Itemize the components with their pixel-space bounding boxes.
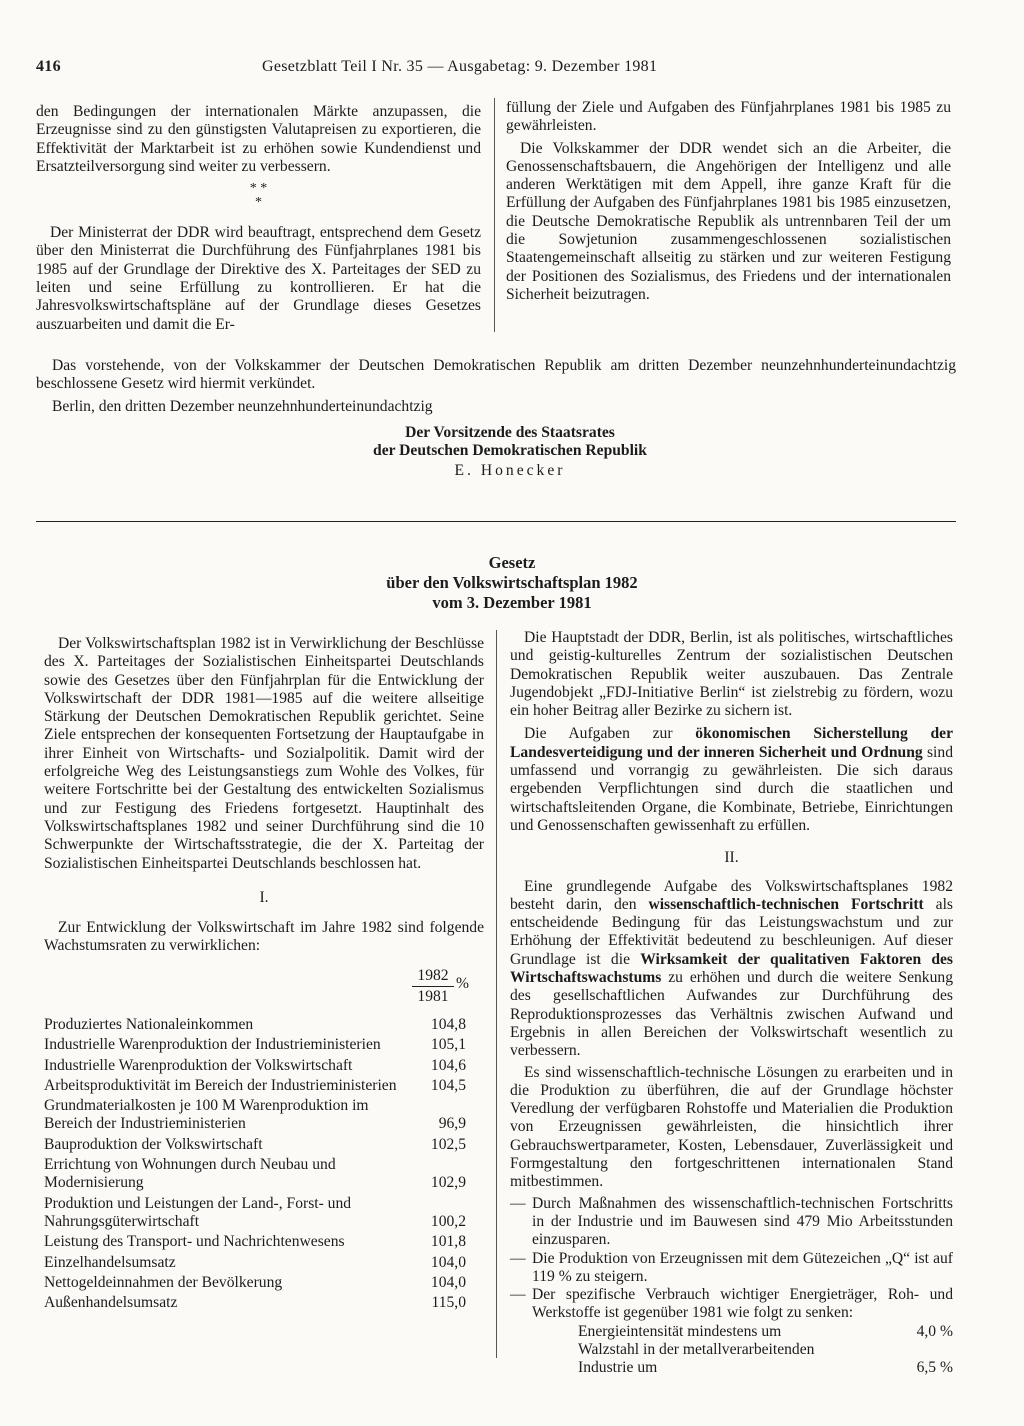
rate-row	[44, 1057, 466, 1075]
rate-row	[44, 1036, 466, 1054]
list-item: — Durch Maßnahmen des wissenschaftlich-technischen Fortschritts in der Industrie und im Bauwesen sind 479 Mio Arbeitsstunden einzusparen.	[510, 1194, 953, 1249]
rate-label: Leistung des Transport- und Nachrichtenwesens	[44, 1233, 345, 1251]
law-date: vom 3. Dezember 1981	[432, 593, 592, 612]
rate-label: Grundmaterialkosten je 100 M Warenproduktion im Bereich der Industrieministerien	[44, 1097, 369, 1133]
rate-value: 102,5	[430, 1135, 466, 1153]
rate-label: Errichtung von Wohnungen durch Neubau und Modernisierung	[44, 1156, 336, 1192]
rate-label: Bauproduktion der Volkswirtschaft	[44, 1135, 263, 1153]
rate-value: 104,8	[430, 1016, 466, 1033]
top-left-column	[36, 103, 481, 334]
rate-row	[44, 1294, 466, 1312]
rate-label: Industrielle Warenproduktion der Volkswirtschaft	[44, 1056, 353, 1074]
rate-row	[44, 1136, 466, 1154]
law-left-column	[44, 635, 484, 956]
ratio-header	[412, 966, 476, 1007]
list-item: — Die Produktion von Erzeugnissen mit dem Gütezeichen „Q“ ist auf 119 % zu steigern.	[510, 1249, 953, 1285]
promulgation-text	[36, 357, 956, 416]
running-header: Gesetzblatt Teil I Nr. 35 — Ausgabetag: 9. Dezember 1981	[262, 58, 658, 75]
factors-emphasis: Wirksamkeit der qualitativen Faktoren des Wirtschaftswachstums	[510, 950, 953, 987]
rate-value: 100,2	[430, 1212, 466, 1230]
reduction-row: Walzstahl in der metallverarbeitenden Industrie um 6,5 %	[578, 1340, 953, 1377]
reduction-row: Energieintensität mindestens um 4,0 %	[578, 1322, 953, 1340]
rate-label: Produziertes Nationaleinkommen	[44, 1016, 254, 1033]
list-item: — Der spezifische Verbrauch wichtiger Energieträger, Roh- und Werkstoffe ist gegenüber 1981 wie folgt zu senken:	[510, 1286, 953, 1322]
rate-value: 105,1	[430, 1036, 466, 1054]
ratio-numerator: 1982	[412, 966, 454, 987]
rate-label: Arbeitsproduktivität im Bereich der Industrieministerien	[44, 1076, 397, 1094]
rate-row	[44, 1195, 466, 1232]
top-right-paragraph-1: füllung der Ziele und Aufgaben des Fünfjahrplanes 1981 bis 1985 zu gewährleisten.	[506, 99, 951, 135]
rate-row	[44, 1233, 466, 1251]
rate-label: Industrielle Warenproduktion der Industrieministerien	[44, 1036, 381, 1054]
rate-row	[44, 1016, 466, 1034]
law-title: Gesetz	[488, 553, 536, 572]
place-date: Berlin, den dritten Dezember neunzehnhunderteinundachtzig	[52, 397, 433, 415]
bullet-text: Durch Maßnahmen des wissenschaftlich-technischen Fortschritts in der Industrie und im Bauwesen sind 479 Mio Arbeitsstunden einzusparen.	[532, 1194, 953, 1249]
rate-row	[44, 1254, 466, 1272]
rate-row	[44, 1274, 466, 1292]
rate-value: 102,9	[430, 1174, 466, 1192]
berlin-paragraph: Die Hauptstadt der DDR, Berlin, ist als politisches, wirtschaftliches und geistig-kulturelles Zentrum der sozialistischen Deutschen Demokratischen Republik weiter auszubauen. Das Zentrale Jugendobjekt „FDJ-Initiative Berlin“ ist zielstrebig zu fördern, wozu ein hoher Beitrag aller Bezirke zu sichern ist.	[510, 629, 953, 720]
rate-label: Produktion und Leistungen der Land-, Forst- und Nahrungsgüterwirtschaft	[44, 1194, 352, 1230]
reduction-list	[510, 1323, 953, 1378]
rate-value: 104,5	[430, 1076, 466, 1094]
law-right-column	[510, 629, 953, 1378]
rate-value: 104,0	[430, 1253, 466, 1271]
top-left-paragraph-1: den Bedingungen der internationalen Märkte anzupassen, die Erzeugnisse sind zu den günstigsten Valutapreisen zu exportieren, die Effektivität der Marktarbeit ist zu erhöhen sowie Kundendienst und Ersatzteilversorgung sind weiter zu verbessern.	[36, 103, 481, 175]
section-rule	[36, 521, 956, 522]
promulgation-paragraph: Das vorstehende, von der Volkskammer der Deutschen Demokratischen Republik am dritten Dezember neunzehnhunderteinundachtzig beschlossene Gesetz wird hiermit verkündet.	[36, 357, 956, 393]
rates-intro: Zur Entwicklung der Volkswirtschaft im Jahre 1982 sind folgende Wachstumsraten zu verwirklichen:	[44, 919, 484, 955]
signer-title-1: Der Vorsitzende des Staatsrates	[405, 424, 615, 441]
law-intro-paragraph: Der Volkswirtschaftsplan 1982 ist in Verwirklichung der Beschlüsse des X. Parteitages der Sozialistischen Einheitspartei Deutschlands sowie des Gesetzes über den Fünfjahrplan für die Entwicklung der Volkswirtschaft der DDR 1981—1985 auf die weitere allseitige Stärkung der Deutschen Demokratischen Republik gerichtet. Seine Ziele entsprechen der konsequenten Fortsetzung der Hauptaufgabe in ihrer Einheit von Wirtschafts- und Sozialpolitik. Damit wird der erfolgreiche Weg des Leistungsanstiegs zum Wohle des Volkes, für weitere Fortschritte bei der Gestaltung des entwickelten Sozialismus und zur Festigung des Friedens fortgesetzt. Hauptinhalt des Volkswirtschaftsplanes 1982 und seiner Durchführung sind die 10 Schwerpunkte der Wirtschaftsstrategie, die der X. Parteitag der Sozialistischen Einheitspartei Deutschlands beschlossen hat.	[44, 635, 484, 872]
rate-label: Außenhandelsumsatz	[44, 1294, 178, 1312]
top-right-column	[506, 99, 951, 304]
rate-value: 115,0	[431, 1294, 466, 1312]
rate-label: Einzelhandelsumsatz	[44, 1253, 176, 1271]
growth-rates-table	[44, 1016, 466, 1314]
column-divider-top	[494, 98, 495, 332]
ratio-denominator: 1981	[417, 988, 449, 1005]
rate-row	[44, 1077, 466, 1095]
defense-paragraph: Die Aufgaben zur ökonomischen Sicherstellung der Landesverteidigung und der inneren Sicherheit und Ordnung sind umfassend und vorrangig zu gewährleisten. Die sich daraus ergebenden Verpflichtungen sind durch die staatlichen und wirtschaftsleitenden Organe, die Kombinate, Betriebe, Einrichtungen und Genossenschaften gewissenhaft zu erfüllen.	[510, 725, 953, 834]
separator-stars-top: * *	[249, 181, 268, 197]
rate-label: Nettogeldeinnahmen der Bevölkerung	[44, 1273, 283, 1291]
bullet-text: Der spezifische Verbrauch wichtiger Energieträger, Roh- und Werkstoffe ist gegenüber 1981 wie folgt zu senken:	[532, 1286, 953, 1322]
rate-value: 96,9	[438, 1115, 466, 1133]
column-divider-bottom	[496, 630, 497, 1358]
bullet-text: Die Produktion von Erzeugnissen mit dem Gütezeichen „Q“ ist auf 119 % zu steigern.	[532, 1249, 953, 1285]
solutions-paragraph: Es sind wissenschaftlich-technische Lösungen zu erarbeiten und in die Produktion zu überführen, die auf der Grundlage höchster Veredlung der verfügbaren Rohstoffe und Materialien die Produktion von Erzeugnissen gewährleisten, die hinsichtlich ihrer Gebrauchswertparameter, Kosten, Lebensdauer, Zuverlässigkeit und Formgestaltung den fortgeschrittenen internationalen Stand mitbestimmen.	[510, 1063, 953, 1191]
law-subtitle: über den Volkswirtschaftsplan 1982	[386, 573, 638, 592]
top-right-paragraph-2: Die Volkskammer der DDR wendet sich an die Arbeiter, die Genossenschaftsbauern, die Angehörigen der Intelligenz und alle anderen Werktätigen mit dem Appell, ihre ganze Kraft für die Erfüllung der Aufgaben des Fünfjahrplanes 1981 bis 1985 einzusetzen, die Deutsche Demokratische Republik als untrennbaren Teil der um die Sowjetunion zusammengeschlossenen sozialistischen Staatengemeinschaft allseitig zu stärken und zur weiteren Festigung der Positionen des Sozialismus, des Friedens und der internationalen Sicherheit beizutragen.	[506, 139, 951, 303]
separator-stars-bottom: *	[255, 195, 262, 211]
ratio-unit: %	[456, 975, 469, 992]
top-left-paragraph-2: Der Ministerrat der DDR wird beauftragt, entsprechend dem Gesetz über den Ministerrat die Durchführung des Fünfjahrplanes 1981 bis 1985 auf der Grundlage der Direktive des X. Parteitages der SED zu leiten und seine Erfüllung zu kontrollieren. Er hat die Jahresvolkswirtschaftspläne auf der Grundlage dieses Gesetzes auszuarbeiten und damit die Er-	[36, 224, 481, 333]
rate-row	[44, 1097, 466, 1134]
signer-title-2: der Deutschen Demokratischen Republik	[373, 442, 647, 459]
rate-value: 104,6	[430, 1056, 466, 1074]
signer-name: E. Honecker	[454, 462, 566, 479]
section-heading-1: I.	[259, 888, 269, 906]
page-number: 416	[36, 58, 61, 75]
rate-row	[44, 1156, 466, 1193]
wtf-emphasis: wissenschaftlich-technischen Fortschritt	[648, 895, 924, 913]
rate-value: 101,8	[430, 1233, 466, 1251]
rate-value: 104,0	[430, 1273, 466, 1291]
wtf-paragraph: Eine grundlegende Aufgabe des Volkswirtschaftsplanes 1982 besteht darin, den wissenschaftlich-technischen Fortschritt als entscheidende Bedingung für das Leistungswachstum und zur Erhöhung der Effektivität bedeutend zu beschleunigen. Auf dieser Grundlage ist die Wirksamkeit der qualitativen Faktoren des Wirtschaftswachstums zu erhöhen und durch die weitere Senkung des gesellschaftlichen Aufwandes zur Durchführung des Reproduktionsprozesses das Verhältnis zwischen Aufwand und Ergebnis in allen Bereichen der Volkswirtschaft wesentlich zu verbessern.	[510, 877, 953, 1060]
section-heading-2: II.	[724, 849, 739, 867]
defense-emphasis: ökonomischen Sicherstellung der Landesverteidigung und der inneren Sicherheit und Ordnung	[510, 725, 953, 761]
